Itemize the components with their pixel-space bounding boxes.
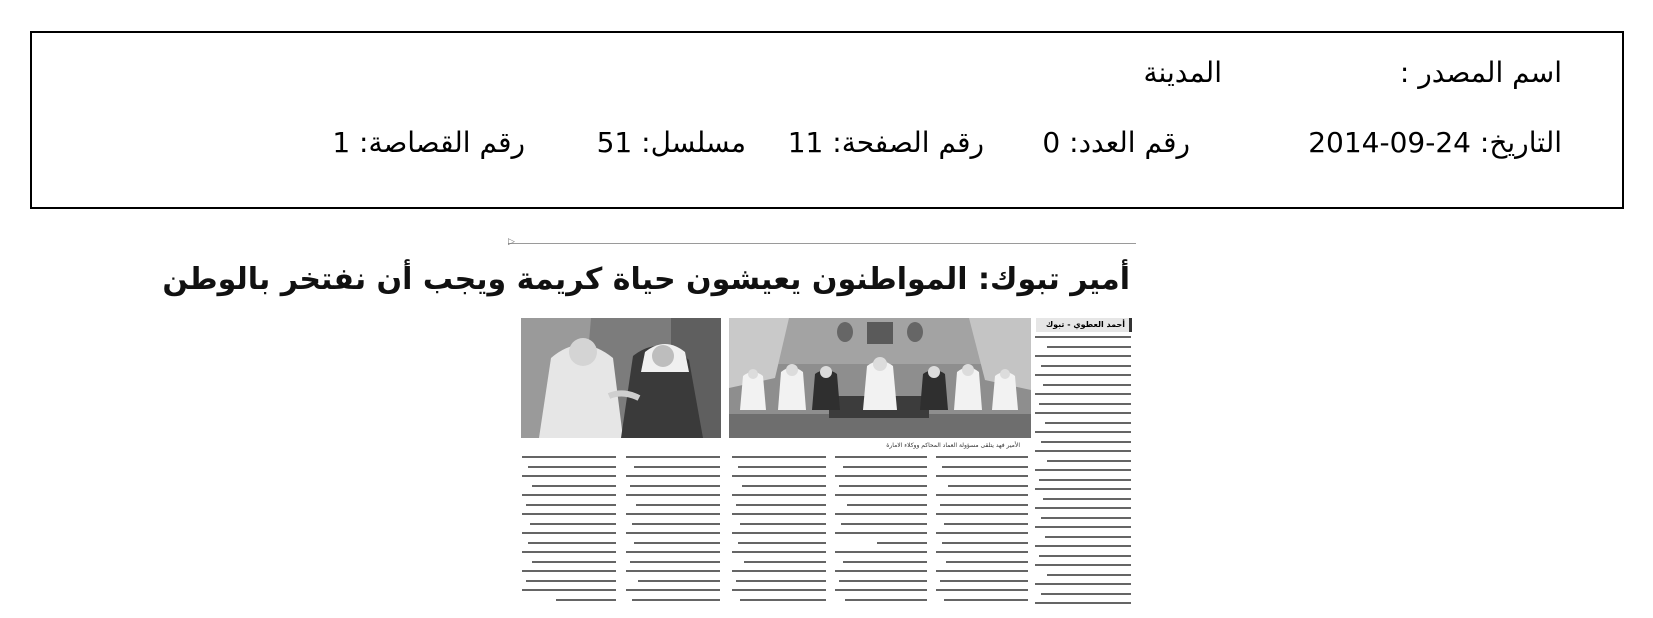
handshake-photo-art: [521, 318, 721, 438]
serial-label: مسلسل: 51: [596, 126, 746, 159]
source-label: اسم المصدر :: [1399, 56, 1562, 89]
clip-label: رقم القصاصة: 1: [332, 126, 525, 159]
article-headline: أمير تبوك: المواطنون يعيشون حياة كريمة ويجب أن نفتخر بالوطن: [162, 262, 1130, 297]
body-column-3: [835, 456, 927, 618]
handshake-photo: [521, 318, 721, 438]
ceremony-photo: [729, 318, 1031, 438]
photo-caption: الأمير فهد يتلقى مسؤولة العماد المحاكم ووكلاء الامارة: [886, 442, 1020, 449]
article-byline: أحمد العطوي - تبوك: [1036, 318, 1132, 332]
issue-label: رقم العدد: 0: [1042, 126, 1190, 159]
body-column-4: [732, 456, 826, 618]
clip-marker-icon: ▷: [508, 237, 515, 247]
clip-top-rule: [508, 243, 1136, 244]
ceremony-photo-art: [729, 318, 1031, 438]
body-column-2: [936, 456, 1028, 618]
header-box: [30, 31, 1624, 209]
date-label: التاريخ: 24-09-2014: [1308, 126, 1562, 159]
source-value: المدينة: [1143, 56, 1222, 89]
body-column-5: [626, 456, 720, 618]
body-column-1: [1035, 336, 1131, 618]
page-label: رقم الصفحة: 11: [787, 126, 984, 159]
newspaper-clipping: [162, 237, 1136, 618]
body-column-6: [522, 456, 616, 618]
